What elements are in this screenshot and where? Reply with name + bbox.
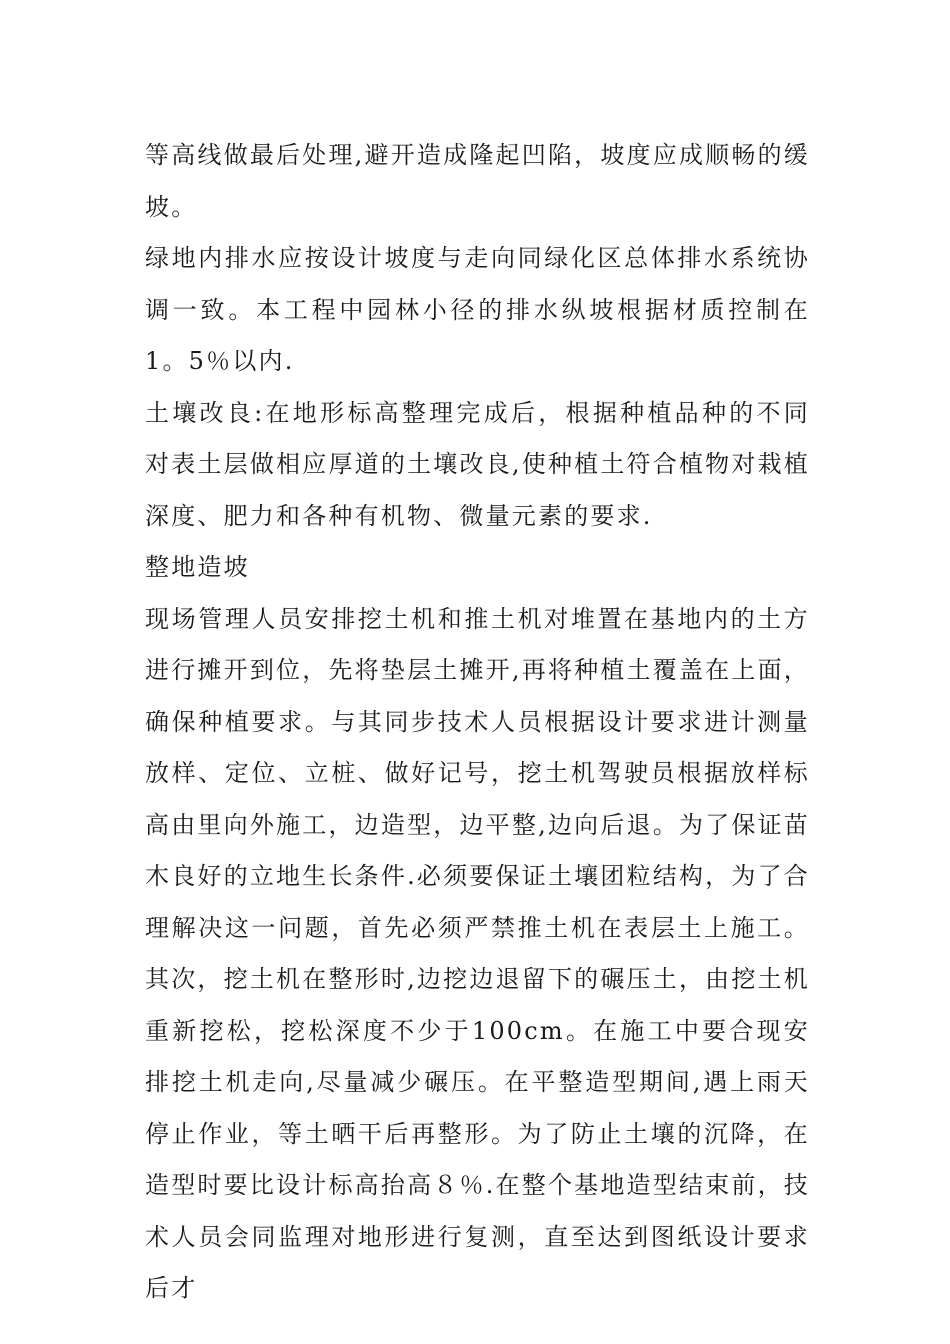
paragraph-drainage: 绿地内排水应按设计坡度与走向同绿化区总体排水系统协调一致。本工程中园林小径的排水纵坡根据材质控制在1。5％以内. [145, 244, 810, 375]
document-body [145, 130, 810, 1315]
paragraph-grading-work: 现场管理人员安排挖土机和推土机对堆置在基地内的土方进行摊开到位，先将垫层土摊开,再将种植土覆盖在上面，确保种植要求。与其同步技术人员根据设计要求进计测量放样、定位、立桩、做好记号，挖土机驾驶员根据放样标高由里向外施工，边造型，边平整,边向后退。为了保证苗木良好的立地生长条件.必须要保证土壤团粒结构，为了合理解决这一问题，首先必须严禁推土机在表层土上施工。其次，挖土机在整形时,边挖边退留下的碾压土，由挖土机重新挖松，挖松深度不少于100cm。在施工中要合现安排挖土机走向,尽量减少碾压。在平整造型期间,遇上雨天停止作业，等土晒干后再整形。为了防止土壤的沉降，在造型时要比设计标高抬高８％.在整个基地造型结束前，技术人员会同监理对地形进行复测，直至达到图纸设计要求后才 [145, 604, 810, 1302]
paragraph-soil-improvement: 土壤改良:在地形标高整理完成后，根据种植品种的不同对表土层做相应厚道的土壤改良,使种植土符合植物对栽植深度、肥力和各种有机物、微量元素的要求. [145, 398, 810, 530]
section-heading-grading: 整地造坡 [145, 553, 250, 581]
paragraph-contour-finish: 等高线做最后处理,避开造成隆起凹陷，坡度应成顺畅的缓坡。 [145, 141, 810, 221]
